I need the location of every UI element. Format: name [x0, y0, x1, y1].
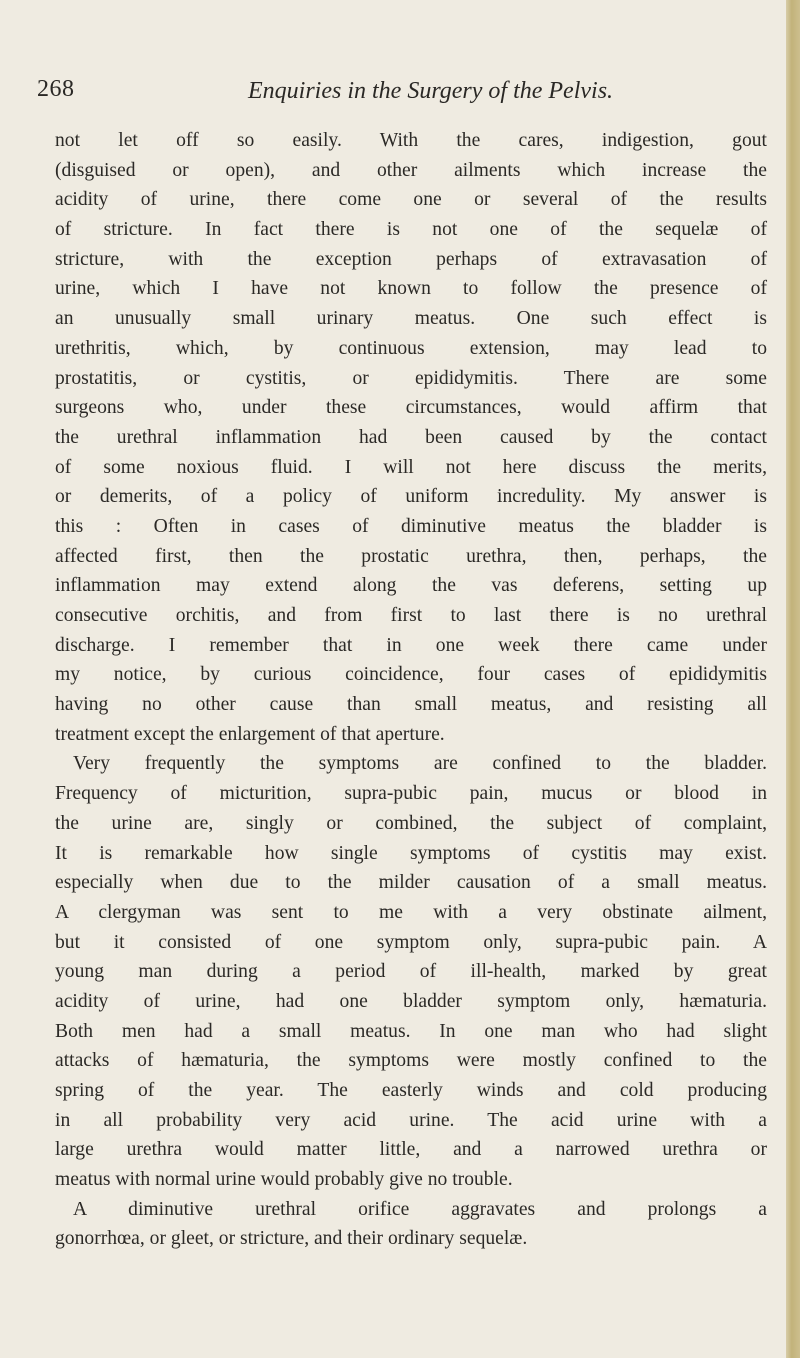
text-line: of some noxious fluid. I will not here discuss the merits, [55, 456, 767, 478]
text-line: the urethral inflammation had been caused by the contact [55, 426, 767, 448]
text-line: stricture, with the exception perhaps of extravasation of [55, 248, 767, 270]
text-line: of stricture. In fact there is not one of the sequelæ of [55, 219, 767, 241]
text-line: treatment except the enlargement of that aperture. [55, 723, 445, 745]
text-line: in all probability very acid urine. The acid urine with a [55, 1109, 767, 1131]
text-line: surgeons who, under these circumstances, would affirm that [55, 397, 767, 419]
text-line: (disguised or open), and other ailments which increase the [55, 159, 767, 181]
running-title: Enquiries in the Surgery of the Pelvis. [248, 78, 614, 104]
paragraph [55, 1195, 767, 1254]
text-line: consecutive orchitis, and from first to last there is no urethral [55, 605, 767, 626]
paragraph [55, 126, 767, 749]
text-line: Frequency of micturition, supra-pubic pain, mucus or blood in [55, 783, 767, 805]
text-line: large urethra would matter little, and a narrowed urethra or [55, 1139, 767, 1161]
text-line: prostatitis, or cystitis, or epididymitis. There are some [55, 367, 767, 389]
text-line: attacks of hæmaturia, the symptoms were mostly confined to the [55, 1050, 767, 1072]
text-line: affected first, then the prostatic urethra, then, perhaps, the [55, 545, 767, 567]
text-line: having no other cause than small meatus, and resisting all [55, 694, 767, 716]
text-line: urine, which I have not known to follow the presence of [55, 278, 767, 300]
page-number: 268 [37, 76, 75, 102]
text-line: A diminutive urethral orifice aggravates and prolongs a [73, 1198, 767, 1220]
text-line: especially when due to the milder causation of a small meatus. [55, 872, 767, 894]
text-line: gonorrhœa, or gleet, or stricture, and their ordinary sequelæ. [55, 1228, 528, 1250]
text-line: Very frequently the symptoms are confined to the bladder. [73, 753, 767, 775]
page-edge [786, 0, 800, 1358]
text-line: the urine are, singly or combined, the subject of complaint, [55, 812, 767, 834]
text-line: my notice, by curious coincidence, four cases of epididymitis [55, 664, 767, 686]
text-line: this : Often in cases of diminutive meatus the bladder is [55, 515, 767, 537]
text-line: acidity of urine, had one bladder symptom only, hæmaturia. [55, 990, 767, 1012]
text-line: meatus with normal urine would probably give no trouble. [55, 1169, 513, 1191]
paragraph [55, 749, 767, 1194]
text-line: discharge. I remember that in one week there came under [55, 634, 767, 656]
text-line: spring of the year. The easterly winds and cold producing [55, 1080, 767, 1101]
text-line: an unusually small urinary meatus. One such effect is [55, 308, 767, 330]
text-line: Both men had a small meatus. In one man who had slight [55, 1020, 767, 1042]
text-line: or demerits, of a policy of uniform incredulity. My answer is [55, 486, 767, 508]
text-line: young man during a period of ill-health, marked by great [55, 961, 767, 983]
text-line: urethritis, which, by continuous extension, may lead to [55, 337, 767, 359]
text-line: not let off so easily. With the cares, indigestion, gout [55, 130, 767, 151]
text-line: acidity of urine, there come one or several of the results [55, 189, 767, 211]
text-line: A clergyman was sent to me with a very obstinate ailment, [55, 901, 767, 923]
text-line: It is remarkable how single symptoms of cystitis may exist. [55, 842, 767, 864]
text-line: but it consisted of one symptom only, supra-pubic pain. A [55, 931, 767, 953]
body-text [55, 126, 767, 1254]
page-header [37, 76, 737, 112]
text-line: inflammation may extend along the vas deferens, setting up [55, 575, 767, 597]
